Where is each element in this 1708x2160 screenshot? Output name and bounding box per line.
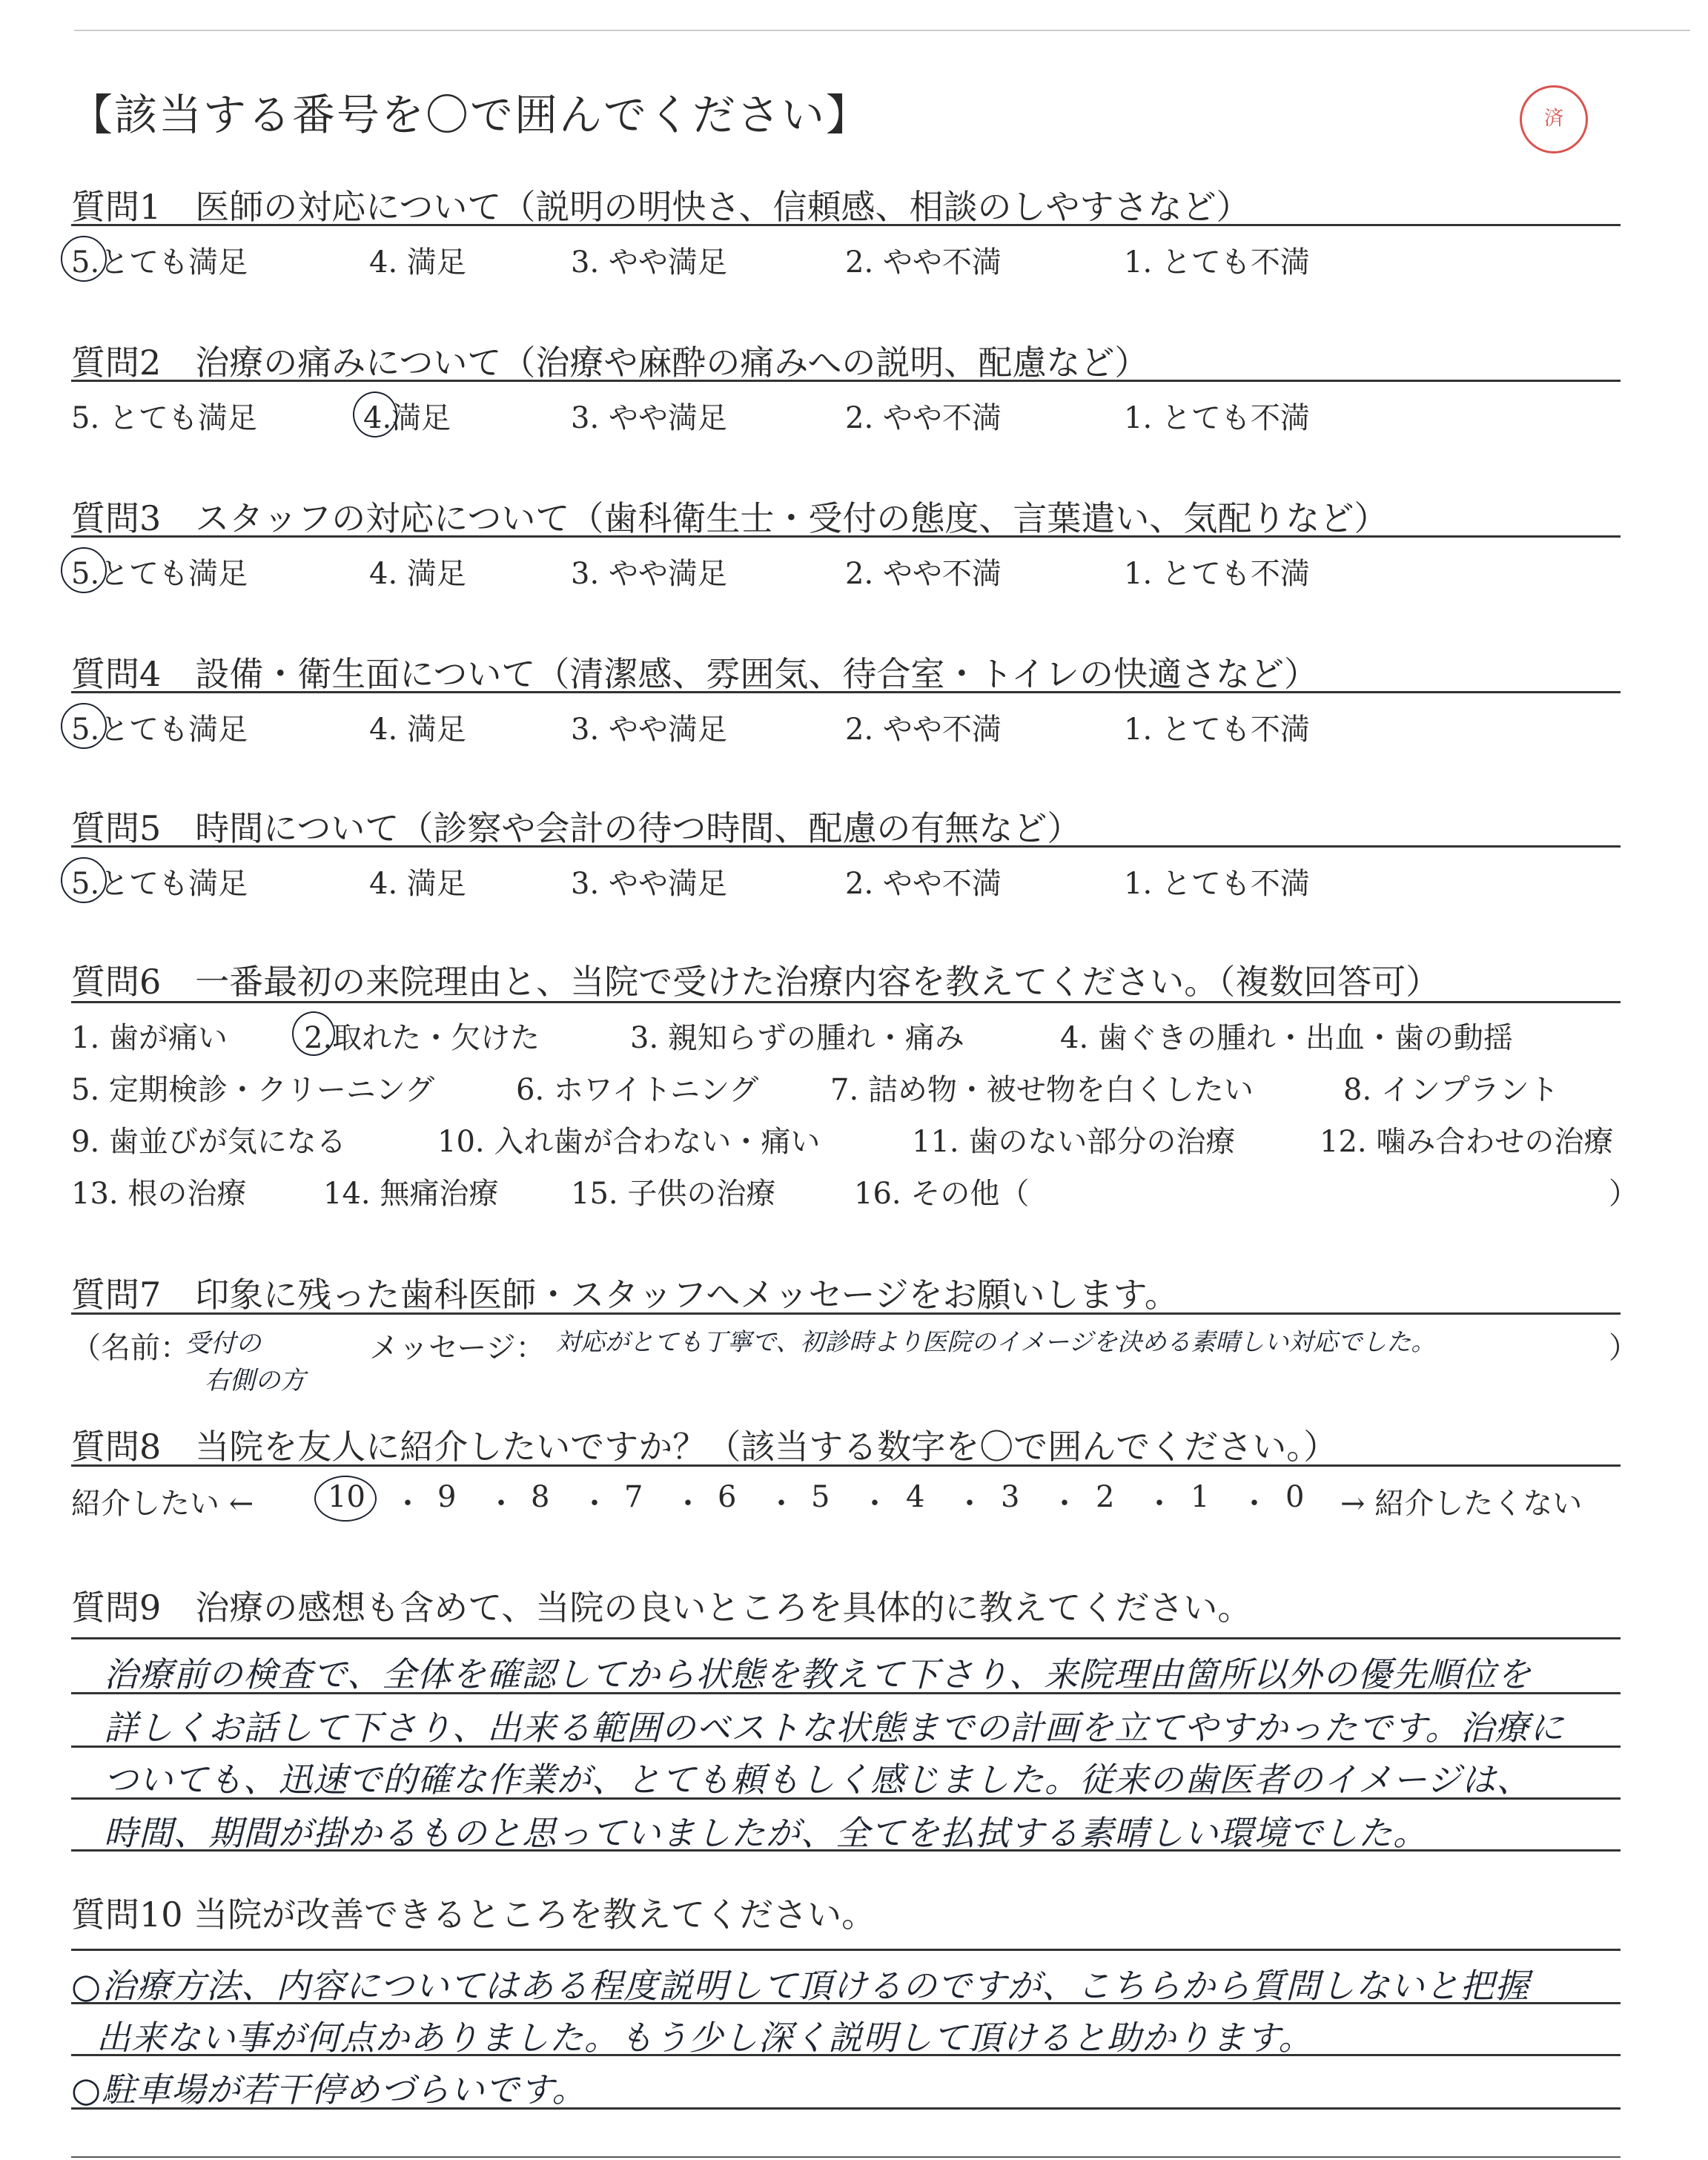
question-3-rule <box>71 535 1621 538</box>
q8-scale-0[interactable]: 0 <box>1285 1480 1305 1514</box>
q1-selection-circle <box>61 236 107 282</box>
q2-option-4[interactable]: 4.満足 <box>363 401 451 435</box>
q5-option-1[interactable]: 1. とても不満 <box>1124 867 1310 901</box>
top-divider <box>74 30 1690 31</box>
q8-scale-9[interactable]: 9 <box>437 1480 457 1514</box>
q6-option-10[interactable]: 10. 入れ歯が合わない・痛い <box>437 1125 821 1159</box>
q4-option-3[interactable]: 3. やや満足 <box>571 713 727 747</box>
q6-option-6[interactable]: 6. ホワイトニング <box>516 1073 759 1107</box>
q3-selection-circle <box>61 547 107 593</box>
q8-scale-dot: ・ <box>393 1487 423 1521</box>
q7-name-value-line1[interactable]: 受付の <box>185 1329 261 1358</box>
question-6-label: 質問6 一番最初の来院理由と、当院で受けた治療内容を教えてください。（複数回答可） <box>71 962 1440 1002</box>
q8-scale-dot: ・ <box>1050 1487 1079 1521</box>
q10-answer-line[interactable]: 出来ない事が何点かありました。もう少し深く説明して頂けると助かります。 <box>96 2018 1314 2058</box>
q6-other-close-paren: ） <box>1609 1177 1638 1211</box>
q6-option-8[interactable]: 8. インプラント <box>1343 1073 1559 1107</box>
q8-scale-2[interactable]: 2 <box>1096 1480 1115 1514</box>
q2-option-2[interactable]: 2. やや不満 <box>845 401 1002 435</box>
q3-option-3[interactable]: 3. やや満足 <box>571 557 727 591</box>
question-4-rule <box>71 691 1621 693</box>
q8-left-label: 紹介したい ← <box>71 1487 254 1521</box>
q10-line-rule-1 <box>71 2002 1621 2004</box>
q3-option-2[interactable]: 2. やや不満 <box>845 557 1002 591</box>
q9-answer-line[interactable]: 時間、期間が掛かるものと思っていましたが、全てを払拭する素晴しい環境でした。 <box>104 1813 1428 1853</box>
q8-scale-6[interactable]: 6 <box>718 1480 737 1514</box>
q10-line-rule-2 <box>71 2054 1621 2056</box>
q9-answer-line[interactable]: 詳しくお話して下さり、出来る範囲のベストな状態までの計画を立てやすかったです。治療に <box>104 1708 1565 1748</box>
q1-option-2[interactable]: 2. やや不満 <box>845 245 1002 280</box>
q8-scale-dot: ・ <box>673 1487 703 1521</box>
q6-selection-circle <box>292 1011 335 1056</box>
q3-option-1[interactable]: 1. とても不満 <box>1124 557 1310 591</box>
question-10-label: 質問10 当院が改善できるところを教えてください。 <box>71 1895 876 1935</box>
q5-option-5[interactable]: 5.とても満足 <box>71 867 248 901</box>
q7-close-paren: ） <box>1609 1331 1638 1365</box>
q6-option-3[interactable]: 3. 親知らずの腫れ・痛み <box>630 1021 964 1055</box>
q1-option-4[interactable]: 4. 満足 <box>369 245 466 280</box>
question-7-label: 質問7 印象に残った歯科医師・スタッフへメッセージをお願いします。 <box>71 1275 1179 1315</box>
q8-scale-10[interactable]: 10 <box>328 1480 365 1514</box>
q6-option-4[interactable]: 4. 歯ぐきの腫れ・出血・歯の動揺 <box>1060 1021 1513 1055</box>
q9-answer-line[interactable]: 治療前の検査で、全体を確認してから状態を教えて下さり、来院理由箇所以外の優先順位を <box>104 1654 1532 1694</box>
q8-scale-dot: ・ <box>486 1487 516 1521</box>
q6-option-11[interactable]: 11. 歯のない部分の治療 <box>912 1125 1236 1159</box>
q8-scale-1[interactable]: 1 <box>1191 1480 1210 1514</box>
q8-selection-circle <box>314 1476 377 1522</box>
q1-option-1[interactable]: 1. とても不満 <box>1124 245 1310 280</box>
question-5-rule <box>71 845 1621 848</box>
q5-selection-circle <box>61 857 107 903</box>
q8-scale-dot: ・ <box>580 1487 609 1521</box>
q6-option-5[interactable]: 5. 定期検診・クリーニング <box>71 1073 435 1107</box>
q4-option-1[interactable]: 1. とても不満 <box>1124 713 1310 747</box>
q8-scale-dot: ・ <box>860 1487 890 1521</box>
question-2-rule <box>71 380 1621 382</box>
q6-option-12[interactable]: 12. 噛み合わせの治療 <box>1320 1125 1614 1159</box>
q8-scale-dot: ・ <box>955 1487 984 1521</box>
q8-scale-8[interactable]: 8 <box>531 1480 550 1514</box>
q6-option-7[interactable]: 7. 詰め物・被せ物を白くしたい <box>830 1073 1254 1107</box>
q8-scale-dot: ・ <box>767 1487 796 1521</box>
q1-option-5[interactable]: 5.とても満足 <box>71 245 248 280</box>
q8-scale-dot: ・ <box>1239 1487 1269 1521</box>
question-4-label: 質問4 設備・衛生面について（清潔感、雰囲気、待合室・トイレの快適さなど） <box>71 654 1319 694</box>
q8-right-label: → 紹介したくない <box>1340 1487 1583 1521</box>
q9-answer-line[interactable]: ついても、迅速で的確な作業が、とても頼もしく感じました。従来の歯医者のイメージは、 <box>104 1760 1532 1800</box>
q4-option-4[interactable]: 4. 満足 <box>369 713 466 747</box>
q5-option-4[interactable]: 4. 満足 <box>369 867 466 901</box>
q3-option-5[interactable]: 5.とても満足 <box>71 557 248 591</box>
q10-line-rule-3 <box>71 2107 1621 2110</box>
q3-option-4[interactable]: 4. 満足 <box>369 557 466 591</box>
page-title: 【該当する番号を〇で囲んでください】 <box>70 90 871 140</box>
question-5-label: 質問5 時間について（診察や会計の待つ時間、配慮の有無など） <box>71 808 1082 848</box>
question-9-label: 質問9 治療の感想も含めて、当院の良いところを具体的に教えてください。 <box>71 1588 1252 1628</box>
q10-line-rule-0 <box>71 1949 1621 1951</box>
q8-scale-dot: ・ <box>1145 1487 1174 1521</box>
question-1-label: 質問1 医師の対応について（説明の明快さ、信頼感、相談のしやすさなど） <box>71 187 1251 227</box>
q10-answer-line[interactable]: ○治療方法、内容についてはある程度説明して頂けるのですが、こちらから質問しないと把握 <box>71 1966 1530 2006</box>
q9-line-rule-4 <box>71 1849 1621 1852</box>
q9-line-rule-1 <box>71 1692 1621 1694</box>
q8-scale-5[interactable]: 5 <box>811 1480 830 1514</box>
q7-message-value[interactable]: 対応がとても丁寧で、初診時より医院のイメージを決める素晴しい対応でした。 <box>556 1327 1436 1356</box>
q2-option-3[interactable]: 3. やや満足 <box>571 401 727 435</box>
q6-option-15[interactable]: 15. 子供の治療 <box>571 1177 776 1211</box>
question-7-rule <box>71 1312 1621 1315</box>
q7-name-label: （名前： <box>71 1331 190 1365</box>
q9-line-rule-0 <box>71 1637 1621 1639</box>
q6-option-2[interactable]: 2.取れた・欠けた <box>304 1021 540 1055</box>
q6-option-9[interactable]: 9. 歯並びが気になる <box>71 1125 346 1159</box>
question-1-rule <box>71 224 1621 226</box>
q7-name-value-line2[interactable]: 右側の方 <box>205 1366 305 1396</box>
q7-message-label: メッセージ： <box>369 1331 546 1365</box>
q4-option-2[interactable]: 2. やや不満 <box>845 713 1002 747</box>
q6-option-13[interactable]: 13. 根の治療 <box>71 1177 247 1211</box>
q8-scale-3[interactable]: 3 <box>1001 1480 1020 1514</box>
q2-option-1[interactable]: 1. とても不満 <box>1124 401 1310 435</box>
q9-line-rule-2 <box>71 1745 1621 1748</box>
q4-selection-circle <box>61 703 107 749</box>
question-8-label: 質問8 当院を友人に紹介したいですか？（該当する数字を〇で囲んでください。） <box>71 1427 1338 1467</box>
q5-option-2[interactable]: 2. やや不満 <box>845 867 1002 901</box>
question-8-rule <box>71 1464 1621 1467</box>
q6-option-1[interactable]: 1. 歯が痛い <box>71 1021 228 1055</box>
q5-option-3[interactable]: 3. やや満足 <box>571 867 727 901</box>
question-3-label: 質問3 スタッフの対応について（歯科衛生士・受付の態度、言葉遣い、気配りなど） <box>71 498 1388 538</box>
q4-option-5[interactable]: 5.とても満足 <box>71 713 248 747</box>
q2-selection-circle <box>353 392 397 437</box>
question-6-rule <box>71 1001 1621 1003</box>
q8-scale-7[interactable]: 7 <box>624 1480 643 1514</box>
approval-stamp: 済 <box>1520 85 1588 153</box>
q6-option-14[interactable]: 14. 無痛治療 <box>323 1177 499 1211</box>
q9-line-rule-3 <box>71 1797 1621 1800</box>
q10-line-rule-4 <box>71 2156 1621 2158</box>
q8-scale-4[interactable]: 4 <box>906 1480 925 1514</box>
q2-option-5[interactable]: 5. とても満足 <box>71 401 257 435</box>
q1-option-3[interactable]: 3. やや満足 <box>571 245 727 280</box>
q10-answer-line[interactable]: ○駐車場が若干停めづらいです。 <box>71 2070 587 2110</box>
q6-option-16[interactable]: 16. その他（ <box>854 1177 1030 1211</box>
question-2-label: 質問2 治療の痛みについて（治療や麻酔の痛みへの説明、配慮など） <box>71 343 1149 383</box>
